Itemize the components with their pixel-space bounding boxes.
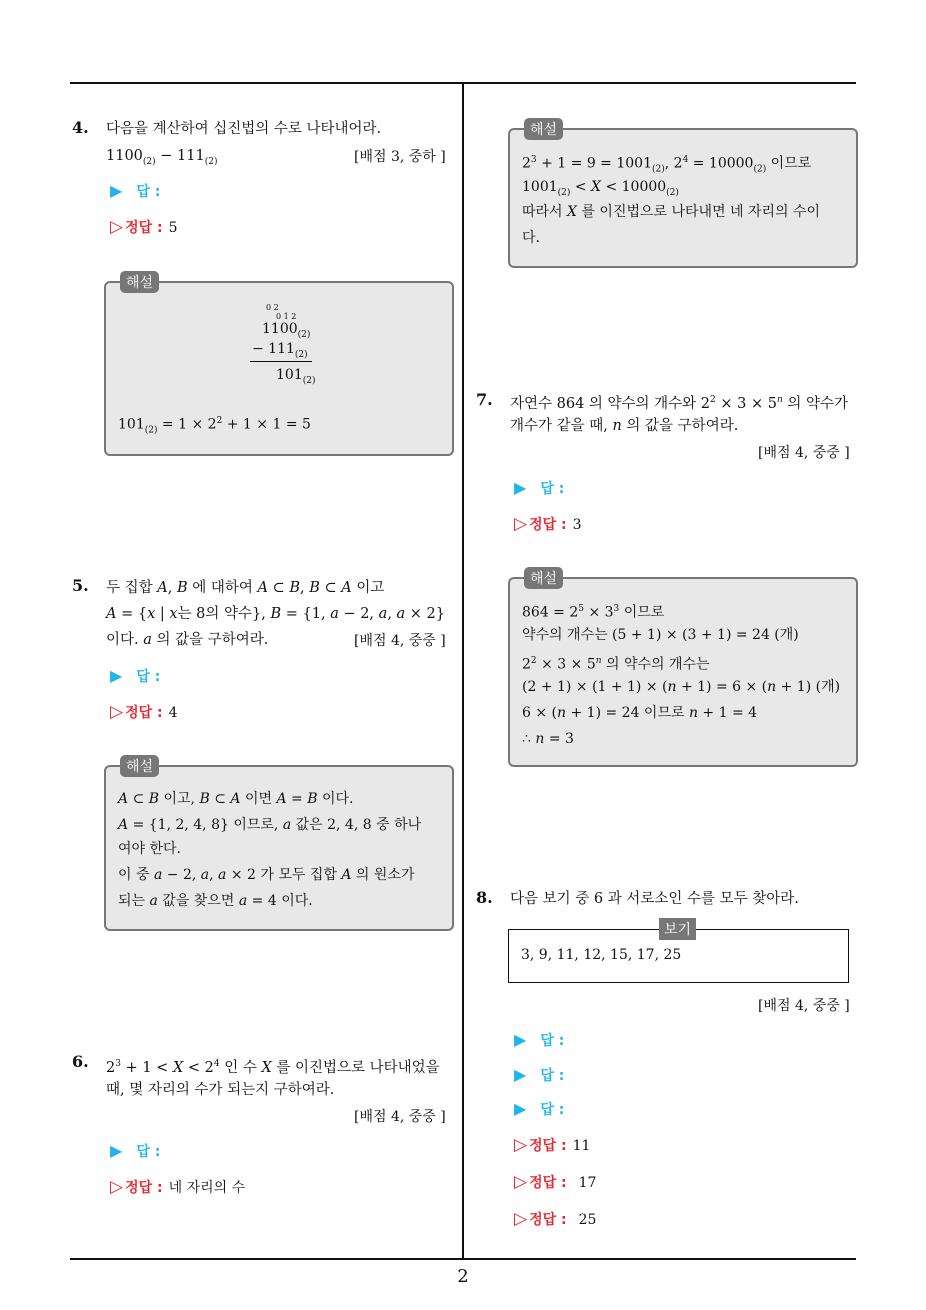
q5-explanation-box <box>104 759 454 931</box>
explanation-tag: 해설 <box>120 755 159 777</box>
q4-expression: $1100_{(2)} - 111_{(2)}$ <box>106 148 218 167</box>
triangle-outline-icon: ▷ <box>514 1209 528 1229</box>
q7-correct: ▷ 정답 : 3 <box>514 514 582 534</box>
q4-number: 4. <box>72 118 89 137</box>
q6-exp-line-1: $2^3 + 1 = 9 = 1001_{(2)}$, $2^4 = 10000_{(2)}$ 이므로 <box>522 155 812 175</box>
q8-answer-2[interactable]: ▶ 답 : <box>514 1065 565 1084</box>
play-icon: ▶ <box>110 666 123 685</box>
triangle-outline-icon: ▷ <box>514 1135 528 1155</box>
play-icon: ▶ <box>514 1030 527 1049</box>
q4-correct: ▷ 정답 : 5 <box>110 217 178 237</box>
q8-answer-1[interactable]: ▶ 답 : <box>514 1030 565 1049</box>
q5-correct: ▷ 정답 : 4 <box>110 702 178 722</box>
q7-exp-line-3: $2^2 \times 3 \times 5^n$ 의 약수의 개수는 <box>522 656 710 673</box>
q4-calc-result: $101_{(2)}$ <box>276 367 316 386</box>
q7-exp-line-6: ∴ n = 3 <box>522 731 574 747</box>
q7-answer[interactable]: ▶ 답 : <box>514 478 565 497</box>
page-number: 2 <box>457 1266 469 1287</box>
q8-correct-1: ▷ 정답 : 11 <box>514 1135 591 1155</box>
q7-exp-line-2: 약수의 개수는 (5 + 1) × (3 + 1) = 24 (개) <box>522 627 799 643</box>
q4-carry-2: 0 1 2 <box>276 312 297 321</box>
q8-bogi-box <box>508 922 849 983</box>
q4-text: 다음을 계산하여 십진법의 수로 나타내어라. <box>106 121 382 137</box>
q8-correct-2: ▷ 정답 : 17 <box>514 1172 597 1192</box>
q4-explanation-box <box>104 275 454 456</box>
play-icon: ▶ <box>514 1099 527 1118</box>
q8-bogi-values: 3, 9, 11, 12, 15, 17, 25 <box>521 947 682 963</box>
q7-line-2: 개수가 같을 때, n 의 값을 구하여라. <box>510 418 739 434</box>
q5-exp-line-1: A ⊂ B 이고, B ⊂ A 이면 A = B 이다. <box>118 791 354 807</box>
q6-exp-line-2: $1001_{(2)} < X < 10000_{(2)}$ <box>522 179 679 198</box>
q6-answer[interactable]: ▶ 답 : <box>110 1141 161 1160</box>
q7-line-1: 자연수 864 의 약수의 개수와 $2^2 \times 3 \times 5^n$ 의 약수가 <box>510 395 848 412</box>
q6-line-1: $2^3 + 1 < X < 2^4$ 인 수 X 를 이진법으로 나타내었을 <box>106 1059 440 1076</box>
q5-exp-line-5: 되는 a 값을 찾으면 a = 4 이다. <box>118 893 313 909</box>
q7-number: 7. <box>476 390 493 409</box>
q4-meta: [배점 3, 중하 ] <box>354 149 446 165</box>
q4-calc-top: $1100_{(2)}$ <box>262 321 311 340</box>
triangle-outline-icon: ▷ <box>514 514 528 534</box>
triangle-outline-icon: ▷ <box>110 702 124 722</box>
play-icon: ▶ <box>514 1065 527 1084</box>
explanation-tag: 해설 <box>524 118 563 140</box>
q5-exp-line-2: A = {1, 2, 4, 8} 이므로, a 값은 2, 4, 8 중 하나 <box>118 817 422 833</box>
q6-line-2: 때, 몇 자리의 수가 되는지 구하여라. <box>106 1082 335 1098</box>
q6-number: 6. <box>72 1052 89 1071</box>
q7-explanation-box <box>508 571 858 767</box>
q8-text: 다음 보기 중 6 과 서로소인 수를 모두 찾아라. <box>510 891 799 907</box>
q4-answer[interactable]: ▶ 답 : <box>110 181 161 200</box>
q5-number: 5. <box>72 576 89 595</box>
q6-meta: [배점 4, 중중 ] <box>354 1109 446 1125</box>
q7-exp-line-4: (2 + 1) × (1 + 1) × (n + 1) = 6 × (n + 1) (개) <box>522 679 841 695</box>
q4-carry-1: 0 2 <box>266 303 279 312</box>
q5-line-1: 두 집합 A, B 에 대하여 A ⊂ B, B ⊂ A 이고 <box>106 580 385 596</box>
q6-explanation-box <box>508 122 858 268</box>
q5-line-2: A = {x | x는 8의 약수}, B = {1, a − 2, a, a × 2} <box>106 606 446 622</box>
explanation-tag: 해설 <box>524 567 563 589</box>
q8-correct-3: ▷ 정답 : 25 <box>514 1209 597 1229</box>
q5-meta: [배점 4, 중중 ] <box>354 633 446 649</box>
play-icon: ▶ <box>110 1141 123 1160</box>
q5-line-3: 이다. a 의 값을 구하여라. <box>106 632 269 648</box>
q7-exp-line-5: 6 × (n + 1) = 24 이므로 n + 1 = 4 <box>522 705 758 721</box>
play-icon: ▶ <box>514 478 527 497</box>
column-divider <box>462 83 464 1260</box>
q4-calc-line <box>250 361 312 362</box>
q5-answer[interactable]: ▶ 답 : <box>110 666 161 685</box>
triangle-outline-icon: ▷ <box>514 1172 528 1192</box>
triangle-outline-icon: ▷ <box>110 1177 124 1197</box>
q7-exp-line-1: $864 = 2^5 \times 3^3$ 이므로 <box>522 604 665 621</box>
q5-exp-line-3: 여야 한다. <box>118 841 181 857</box>
q8-answer-3[interactable]: ▶ 답 : <box>514 1099 565 1118</box>
q8-meta: [배점 4, 중중 ] <box>758 998 850 1014</box>
q5-exp-line-4: 이 중 a − 2, a, a × 2 가 모두 집합 A 의 원소가 <box>118 867 415 883</box>
q8-number: 8. <box>476 888 493 907</box>
q6-exp-line-3: 따라서 X 를 이진법으로 나타내면 네 자리의 수이 <box>522 204 821 220</box>
q7-meta: [배점 4, 중중 ] <box>758 445 850 461</box>
play-icon: ▶ <box>110 181 123 200</box>
triangle-outline-icon: ▷ <box>110 217 124 237</box>
q4-explanation-final: $101_{(2)} = 1 \times 2^2 + 1 \times 1 = 5$ <box>118 416 311 436</box>
bogi-tag: 보기 <box>659 918 696 940</box>
q6-exp-line-4: 다. <box>522 230 540 246</box>
q6-correct: ▷ 정답 : 네 자리의 수 <box>110 1177 246 1197</box>
q4-calc-sub: − $111_{(2)}$ <box>252 341 308 360</box>
explanation-tag: 해설 <box>120 271 159 293</box>
